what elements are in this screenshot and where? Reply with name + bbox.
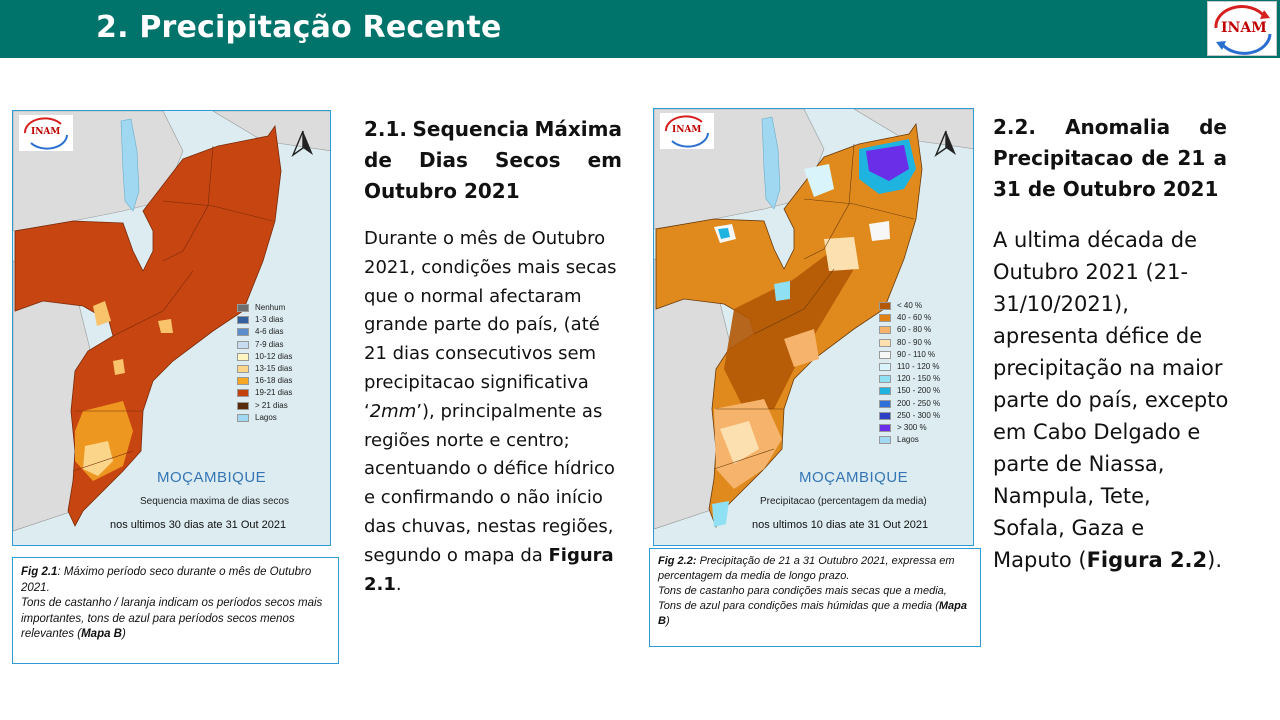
map2-country-label: MOÇAMBIQUE: [799, 469, 909, 486]
section1-heading-word: Sequencia: [412, 117, 530, 141]
section1-heading-line: [364, 176, 622, 207]
section1-heading-word: de: [364, 148, 392, 172]
caption1-end: ): [122, 628, 126, 640]
map2-legend-label: 150 - 200 %: [897, 386, 941, 396]
slide-title: 2. Precipitação Recente: [96, 10, 502, 45]
map1-subtitle: Sequencia maxima de dias secos: [140, 496, 289, 507]
map1-legend-label: > 21 dias: [255, 400, 288, 410]
section1-heading: [364, 114, 622, 207]
caption2-label: Fig 2.2:: [658, 555, 697, 567]
section2-heading-word: Precipitacao: [993, 146, 1134, 170]
map2-legend-swatch: [879, 436, 891, 444]
precipitation-anomaly-map: [653, 108, 974, 546]
section1-body-italic: 2mm: [369, 400, 417, 422]
map1-legend-swatch: [237, 414, 249, 422]
section2-heading-word: Anomalia: [1065, 115, 1171, 139]
map2-legend-swatch: [879, 424, 891, 432]
map1-north-arrow-icon: [291, 129, 315, 159]
map1-legend-label: 4-6 dias: [255, 327, 284, 337]
map2-legend-swatch: [879, 363, 891, 371]
caption1-text-2: Tons de castanho / laranja indicam os períodos secos mais importantes, tons de azul para períodos secos menos relevantes (: [21, 597, 323, 640]
map2-legend-label: 120 - 150 %: [897, 374, 941, 384]
figure-2-2-reference: Figura 2.2: [1086, 548, 1208, 572]
section2-heading-word: de: [1141, 146, 1170, 170]
section1-heading-word: Secos: [495, 148, 561, 172]
map1-logo-text: INAM: [31, 127, 61, 137]
dry-days-map: [12, 110, 331, 546]
map2-legend-label: Lagos: [897, 435, 919, 445]
map1-legend-label: Nenhum: [255, 303, 286, 312]
map2-subtitle: Precipitacao (percentagem da media): [760, 496, 927, 507]
caption2-bold: Mapa B: [658, 600, 967, 627]
map2-logo-text: INAM: [672, 125, 702, 135]
caption1-label: Fig 2.1: [21, 566, 58, 578]
map2-north-arrow-icon: [934, 129, 958, 159]
map1-legend-swatch: [237, 353, 249, 361]
section1-body-end: .: [395, 573, 402, 595]
section2-heading-word: a: [1213, 146, 1227, 170]
map1-legend-swatch: [237, 304, 249, 312]
map1-legend-label: 1-3 dias: [255, 315, 284, 325]
section1-heading-word: 2021: [463, 179, 520, 203]
figure-2-1-caption: [12, 557, 339, 664]
section2-heading-word: 2021: [1162, 177, 1219, 201]
caption1-bold: Mapa B: [81, 628, 122, 640]
map2-legend-swatch: [879, 326, 891, 334]
map2-legend-label: 80 - 90 %: [897, 337, 932, 347]
map1-legend-label: 16-18 dias: [255, 376, 293, 386]
map2-legend-label: 200 - 250 %: [897, 398, 941, 408]
section2-heading-word: 31: [993, 177, 1021, 201]
section2-heading-line: [993, 143, 1227, 174]
map2-legend-swatch: [879, 339, 891, 347]
map1-legend-label: 19-21 dias: [255, 388, 293, 398]
map2-legend-label: 250 - 300 %: [897, 410, 941, 420]
map1-legend-swatch: [237, 377, 249, 385]
map2-legend-swatch: [879, 302, 891, 310]
map1-period: nos ultimos 30 dias ate 31 Out 2021: [110, 519, 287, 531]
section1-heading-word: 2.1.: [364, 117, 408, 141]
caption1-text: : Máximo período seco durante o mês de Outubro 2021.: [21, 566, 312, 594]
map1-legend-label: 7-9 dias: [255, 339, 284, 349]
section2-heading-word: de: [1199, 115, 1227, 139]
inam-logo: [1207, 1, 1277, 56]
section1-heading-word: em: [587, 148, 622, 172]
section1-heading-line: [364, 145, 622, 176]
map2-legend-label: 90 - 110 %: [897, 349, 936, 359]
map1-legend-label: 13-15 dias: [255, 363, 293, 373]
map2-legend-swatch: [879, 400, 891, 408]
section1-body-text: Durante o mês de Outubro 2021, condições mais secas que o normal afectaram grande parte do país, (até 21 dias consecutivos sem precipitacao significativa ‘: [364, 228, 617, 422]
section1-heading-line: [364, 114, 622, 145]
caption2-end: ): [665, 615, 670, 627]
section2-heading-word: Outubro: [1062, 177, 1156, 201]
map2-legend-swatch: [879, 375, 891, 383]
map2-legend-label: 40 - 60 %: [897, 313, 932, 323]
section1-heading-word: Outubro: [364, 179, 457, 203]
map2-legend-swatch: [879, 351, 891, 359]
section2-body: [993, 224, 1229, 576]
map2-legend-label: 110 - 120 %: [897, 361, 940, 371]
figure-2-2-caption: [649, 548, 981, 647]
map1-legend-swatch: [237, 402, 249, 410]
map2-legend-swatch: [879, 314, 891, 322]
map1-inam-logo: [19, 115, 73, 151]
map1-legend-label: Lagos: [255, 412, 277, 422]
section1-body: [364, 225, 626, 599]
map1-legend-swatch: [237, 365, 249, 373]
map2-legend-swatch: [879, 387, 891, 395]
section2-body-end: ).: [1207, 548, 1223, 572]
inam-logo-text: INAM: [1221, 20, 1267, 36]
section1-body-text-2: ’), principalmente as regiões norte e centro; acentuando o défice hídrico e confirmando o não início das chuvas, nestas regiões, segundo o mapa da: [364, 400, 615, 566]
section2-heading-word: 2.2.: [993, 115, 1037, 139]
section2-heading-line: [993, 174, 1227, 205]
map2-inam-logo: [660, 113, 714, 149]
map2-legend-label: 60 - 80 %: [897, 325, 932, 335]
section2-heading-line: [993, 112, 1227, 143]
map1-legend-label: 10-12 dias: [255, 351, 293, 361]
section2-heading-word: de: [1027, 177, 1056, 201]
map2-legend-label: > 300 %: [897, 422, 927, 432]
section1-heading-word: Máxima: [534, 117, 622, 141]
figure-2-1-reference: Figura 2.1: [364, 544, 614, 595]
section2-heading: [993, 112, 1227, 205]
map1-legend-swatch: [237, 389, 249, 397]
section2-body-text: A ultima década de Outubro 2021 (21-31/10/2021), apresenta défice de precipitação na maior parte do país, excepto em Cabo Delgado e parte de Niassa, Nampula, Tete, Sofala, Gaza e Maputo (: [993, 228, 1229, 572]
map1-legend-swatch: [237, 328, 249, 336]
section2-heading-word: 21: [1177, 146, 1206, 170]
section1-heading-word: Dias: [419, 148, 468, 172]
map2-legend-swatch: [879, 412, 891, 420]
map1-legend-swatch: [237, 316, 249, 324]
map2-period: nos ultimos 10 dias ate 31 Out 2021: [752, 519, 929, 531]
map1-legend-swatch: [237, 341, 249, 349]
map1-country-label: MOÇAMBIQUE: [157, 469, 267, 486]
title-bar: [0, 0, 1280, 58]
caption2-text: Precipitação de 21 a 31 Outubro 2021, expressa em percentagem da media de longo prazo.: [658, 555, 955, 582]
caption2-text-2: Tons de castanho para condições mais secas que a media, Tons de azul para condições mais húmidas que a media (: [658, 585, 947, 612]
map2-legend-label: < 40 %: [897, 301, 923, 310]
